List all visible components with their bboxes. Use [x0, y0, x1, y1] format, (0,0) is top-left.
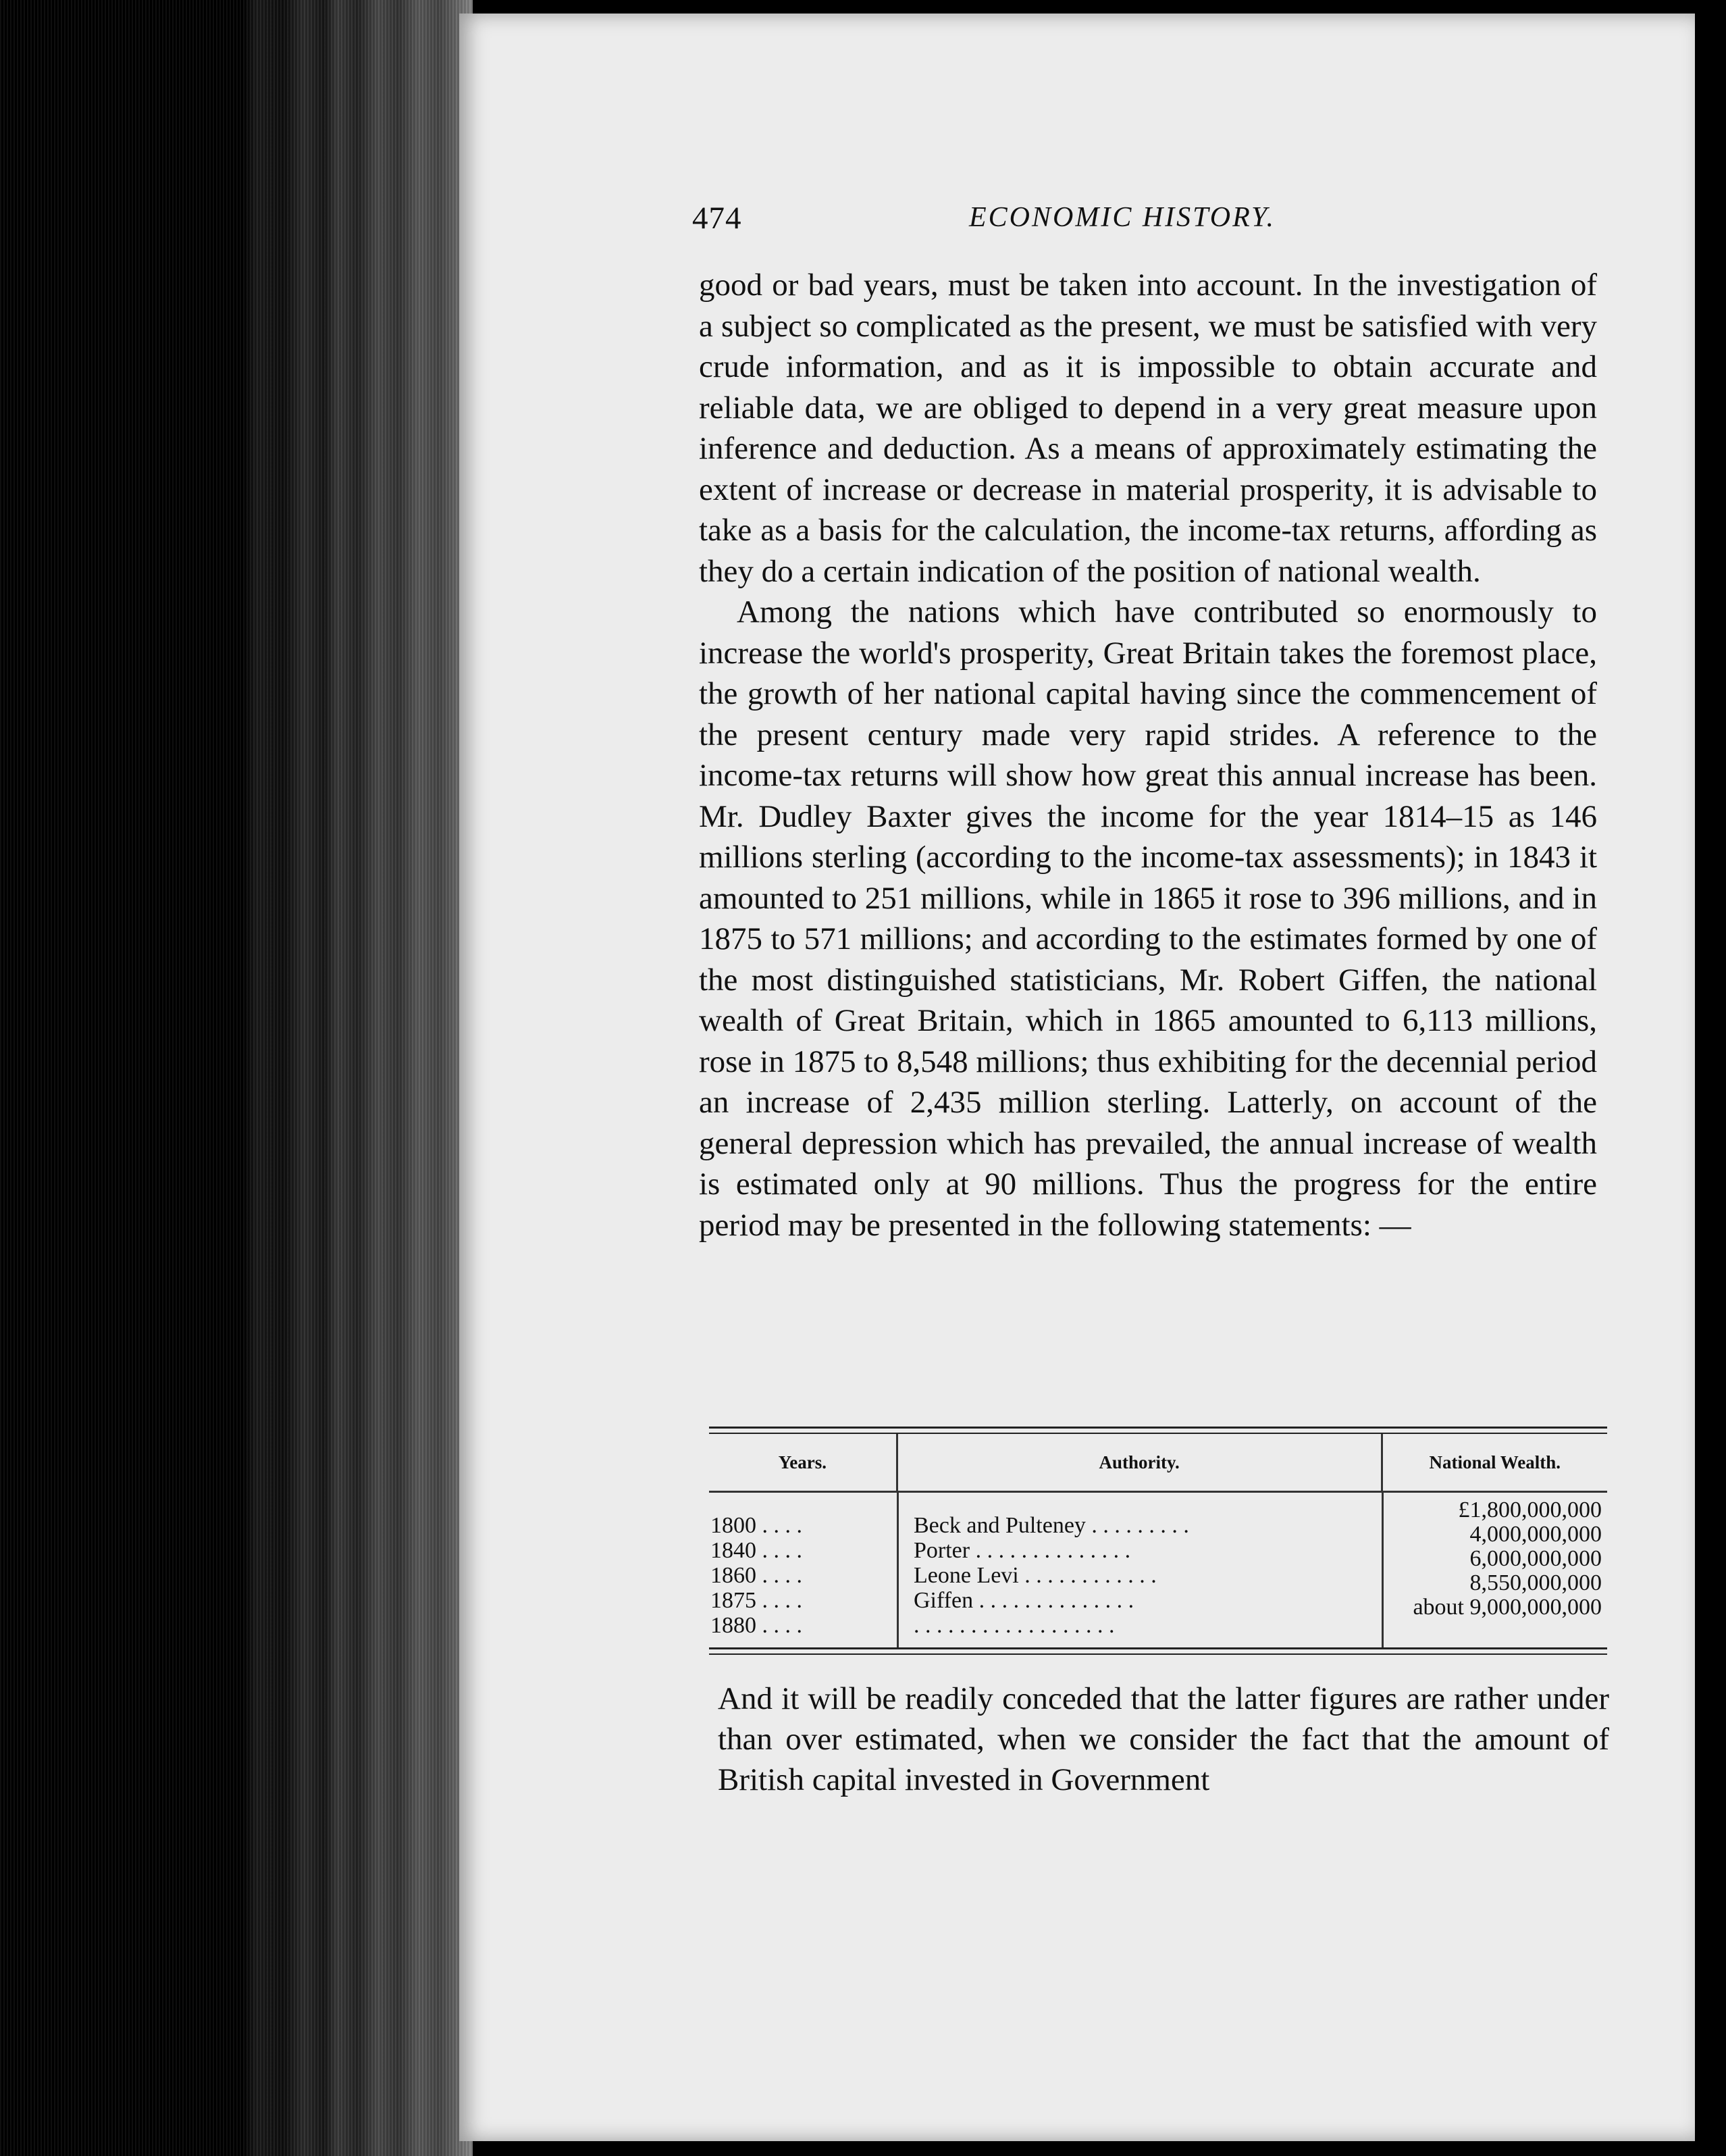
header-wealth: National Wealth. [1381, 1434, 1608, 1491]
table-cell-authority: Porter . . . . . . . . . . . . . . [914, 1538, 1131, 1563]
table-cell-year: 1880 . . . . [710, 1613, 802, 1638]
table-cell-year: 1840 . . . . [710, 1538, 802, 1563]
page-number: 474 [692, 201, 742, 236]
table-body [709, 1493, 1607, 1647]
paragraph: good or bad years, must be taken into account. In the investigation of a subject so complicated as the present, we must be satisfied with very crude information, and as it is impossible to obtain accurate and reliable data, we are obliged to depend in a very great measure upon inference and deduction. As a means of approximately estimating the extent of increase or decrease in material prosperity, it is advisable to take as a basis for the calculation, the income-tax returns, affording as they do a certain indication of the position of national wealth. [699, 267, 1597, 589]
table-cell-wealth: 6,000,000,000 [1469, 1547, 1602, 1571]
body-text [699, 265, 1597, 1246]
running-head: ECONOMIC HISTORY. [969, 202, 1276, 233]
authority-column [897, 1493, 1382, 1647]
wealth-column [1382, 1493, 1607, 1647]
page-header [692, 200, 1597, 247]
table-cell-wealth: £1,800,000,000 [1458, 1498, 1602, 1522]
table-cell-authority: Leone Levi . . . . . . . . . . . . [914, 1563, 1157, 1588]
table-cell-wealth: about 9,000,000,000 [1413, 1595, 1602, 1620]
scan-border [1695, 0, 1726, 2156]
paragraph: And it will be readily conceded that the latter figures are rather under than over estimated, when we consider the fact that the amount of British capital invested in Government [718, 1681, 1609, 1797]
header-authority: Authority. [896, 1434, 1381, 1491]
continuation-text [718, 1678, 1609, 1800]
wealth-table [709, 1427, 1607, 1655]
table-bottom-rule [709, 1647, 1607, 1655]
table-header-row [709, 1434, 1607, 1491]
table-cell-authority: Giffen . . . . . . . . . . . . . . [914, 1588, 1134, 1613]
table-cell-year: 1875 . . . . [710, 1588, 802, 1613]
years-column [709, 1493, 897, 1647]
table-cell-authority: Beck and Pulteney . . . . . . . . . [914, 1513, 1189, 1538]
table-cell-wealth: 4,000,000,000 [1469, 1522, 1602, 1547]
paragraph: Among the nations which have contributed so enormously to increase the world's prosperity, Great Britain takes the foremost place, the growth of her national capital having since the commencement of the present century made very rapid strides. A reference to the income-tax returns will show how great this annual increase has been. Mr. Dudley Baxter gives the income for the year 1814–15 as 146 millions sterling (according to the income-tax assessments); in 1843 it amounted to 251 millions, while in 1865 it rose to 396 millions, and in 1875 to 571 millions; and according to the estimates formed by one of the most distinguished statisticians, Mr. Robert Giffen, the national wealth of Great Britain, which in 1865 amounted to 6,113 millions, rose in 1875 to 8,548 millions; thus exhibiting for the decennial period an increase of 2,435 million sterling. Latterly, on account of the general depression which has prevailed, the annual increase of wealth is estimated only at 90 millions. Thus the progress for the entire period may be presented in the following statements: — [699, 594, 1597, 1243]
table-cell-wealth: 8,550,000,000 [1469, 1571, 1602, 1595]
table-cell-year: 1800 . . . . [710, 1513, 802, 1538]
table-cell-authority: . . . . . . . . . . . . . . . . . . [914, 1613, 1115, 1638]
table-cell-year: 1860 . . . . [710, 1563, 802, 1588]
header-years: Years. [778, 1452, 827, 1472]
book-spine [0, 0, 473, 2156]
table-top-rule [709, 1427, 1607, 1434]
